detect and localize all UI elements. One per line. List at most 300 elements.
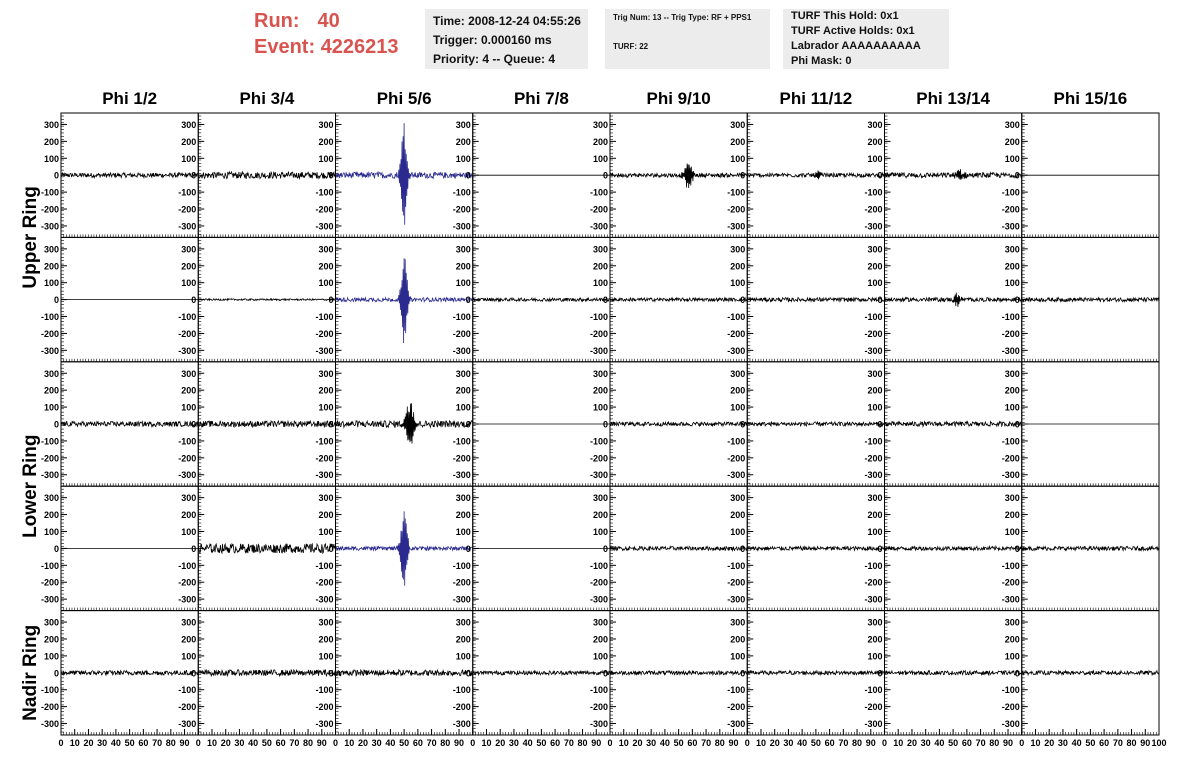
x-tick-label: 80 (852, 738, 863, 748)
y-tick-label: -300 (315, 594, 334, 605)
x-tick-label: 10 (618, 738, 629, 748)
y-tick-label: 100 (1004, 153, 1020, 164)
y-tick-label: -300 (40, 221, 59, 232)
x-tick-label: 30 (371, 738, 382, 748)
waveform-trace (473, 671, 610, 675)
x-tick-label: 10 (755, 738, 766, 748)
y-tick-label: 0 (53, 419, 59, 430)
y-tick-label: 200 (455, 136, 471, 147)
y-tick-label: 200 (455, 510, 471, 521)
x-tick-label: 60 (275, 738, 286, 748)
x-tick-label: 70 (1112, 738, 1123, 748)
y-tick-label: -200 (452, 577, 471, 588)
waveform-trace (610, 298, 747, 301)
y-tick-label: -200 (40, 328, 59, 339)
y-tick-label: -300 (178, 594, 197, 605)
y-tick-label: 300 (318, 119, 334, 130)
x-tick-label: 0 (195, 738, 201, 748)
y-tick-label: 300 (867, 119, 883, 130)
x-tick-label: 60 (550, 738, 561, 748)
y-tick-label: -100 (178, 685, 197, 696)
x-tick-label: 70 (563, 738, 574, 748)
y-tick-label: 300 (318, 617, 334, 628)
waveform-trace (198, 668, 335, 679)
column-header: Phi 15/16 (1053, 89, 1128, 108)
x-tick-label: 90 (728, 738, 739, 748)
y-tick-label: 0 (740, 170, 746, 181)
y-tick-label: 0 (740, 419, 746, 430)
y-tick-label: -100 (315, 187, 334, 198)
y-tick-label: -200 (315, 702, 334, 713)
y-tick-label: 300 (592, 617, 608, 628)
y-tick-label: 0 (877, 543, 883, 554)
waveform-trace (61, 173, 198, 178)
y-tick-label: -300 (864, 719, 883, 730)
y-tick-label: 100 (318, 153, 334, 164)
y-tick-label: -300 (40, 594, 59, 605)
column-header: Phi 9/10 (646, 89, 711, 108)
y-tick-label: -100 (864, 685, 883, 696)
y-tick-label: 200 (730, 510, 746, 521)
y-tick-label: 200 (181, 510, 197, 521)
x-tick-label: 60 (138, 738, 149, 748)
y-tick-label: -300 (727, 221, 746, 232)
y-tick-label: -300 (452, 470, 471, 481)
y-tick-label: 200 (867, 634, 883, 645)
y-tick-label: -100 (178, 312, 197, 323)
y-tick-label: -200 (315, 577, 334, 588)
y-tick-label: -300 (40, 719, 59, 730)
x-tick-label: 20 (769, 738, 780, 748)
y-tick-label: 0 (53, 668, 59, 679)
x-tick-label: 50 (399, 738, 410, 748)
y-tick-label: 100 (43, 278, 59, 289)
x-tick-label: 60 (687, 738, 698, 748)
y-tick-label: 200 (1004, 510, 1020, 521)
y-tick-label: -200 (40, 204, 59, 215)
y-tick-label: -200 (864, 204, 883, 215)
x-tick-label: 40 (248, 738, 259, 748)
y-tick-label: 300 (318, 493, 334, 504)
y-tick-label: -100 (452, 187, 471, 198)
y-tick-label: -100 (315, 685, 334, 696)
y-tick-label: 100 (730, 402, 746, 413)
y-tick-label: -300 (589, 719, 608, 730)
x-tick-label: 50 (948, 738, 959, 748)
y-tick-label: -200 (864, 702, 883, 713)
y-tick-label: 200 (43, 261, 59, 272)
y-tick-label: -100 (178, 560, 197, 571)
y-tick-label: 100 (43, 153, 59, 164)
y-tick-label: 300 (730, 617, 746, 628)
y-tick-label: -200 (864, 328, 883, 339)
y-tick-label: -300 (40, 470, 59, 481)
y-tick-label: -200 (452, 328, 471, 339)
y-tick-label: -100 (589, 187, 608, 198)
y-tick-label: -300 (589, 470, 608, 481)
waveform-trace (885, 546, 1022, 550)
y-tick-label: -300 (864, 345, 883, 356)
y-tick-label: -200 (1001, 577, 1020, 588)
waveform-trace (885, 169, 1022, 179)
y-tick-label: 0 (53, 295, 59, 306)
y-tick-label: -300 (1001, 594, 1020, 605)
x-tick-label: 50 (261, 738, 272, 748)
event-value: 4226213 (320, 36, 399, 58)
y-tick-label: 200 (181, 634, 197, 645)
y-tick-label: -300 (178, 221, 197, 232)
y-tick-label: 300 (181, 244, 197, 255)
ring-label: Nadir Ring (20, 624, 41, 721)
y-tick-label: 200 (181, 385, 197, 396)
y-tick-label: 0 (191, 668, 197, 679)
x-tick-label: 40 (1071, 738, 1082, 748)
y-tick-label: 200 (43, 634, 59, 645)
y-tick-label: -200 (589, 577, 608, 588)
y-tick-label: 100 (43, 526, 59, 537)
x-tick-label: 70 (426, 738, 437, 748)
x-tick-label: 20 (1044, 738, 1055, 748)
x-tick-label: 70 (975, 738, 986, 748)
y-tick-label: -200 (315, 328, 334, 339)
y-tick-label: 100 (730, 651, 746, 662)
waveform-trace (336, 668, 473, 679)
y-tick-label: 100 (455, 526, 471, 537)
y-tick-label: 300 (43, 368, 59, 379)
y-tick-label: -100 (178, 187, 197, 198)
y-tick-label: -100 (589, 560, 608, 571)
x-tick-label: 10 (344, 738, 355, 748)
waveform-trace (885, 293, 1022, 307)
y-tick-label: 300 (181, 368, 197, 379)
y-tick-label: -100 (40, 436, 59, 447)
y-tick-label: 100 (455, 278, 471, 289)
y-tick-label: 300 (455, 368, 471, 379)
y-tick-label: 200 (867, 385, 883, 396)
x-tick-label: 0 (744, 738, 750, 748)
trigger-text: Trigger: 0.000160 ms (433, 33, 552, 47)
x-tick-label: 10 (206, 738, 217, 748)
y-tick-label: -200 (178, 204, 197, 215)
x-tick-label: 60 (412, 738, 423, 748)
y-tick-label: 100 (455, 651, 471, 662)
y-tick-label: 300 (592, 493, 608, 504)
y-tick-label: -300 (864, 470, 883, 481)
y-tick-label: 0 (602, 668, 608, 679)
x-tick-label: 60 (961, 738, 972, 748)
waveform-trace (1022, 546, 1159, 550)
y-tick-label: 100 (867, 526, 883, 537)
x-tick-label: 30 (646, 738, 657, 748)
y-tick-label: -100 (40, 187, 59, 198)
y-tick-label: 0 (740, 543, 746, 554)
y-tick-label: 200 (1004, 385, 1020, 396)
y-tick-label: 0 (1014, 419, 1020, 430)
y-tick-label: 100 (592, 153, 608, 164)
y-tick-label: -100 (1001, 436, 1020, 447)
y-tick-label: 200 (43, 136, 59, 147)
y-tick-label: 0 (602, 295, 608, 306)
y-tick-label: 200 (592, 385, 608, 396)
y-tick-label: 200 (867, 261, 883, 272)
y-tick-label: 200 (318, 385, 334, 396)
y-tick-label: 200 (181, 261, 197, 272)
y-tick-label: -200 (452, 204, 471, 215)
labrador-text: Labrador AAAAAAAAAA (791, 40, 921, 52)
y-tick-label: -300 (864, 221, 883, 232)
x-tick-label: 40 (522, 738, 533, 748)
y-tick-label: -200 (315, 204, 334, 215)
y-tick-label: -300 (315, 719, 334, 730)
y-tick-label: 0 (465, 170, 471, 181)
y-tick-label: 300 (318, 244, 334, 255)
waveform-trace (885, 422, 1022, 427)
y-tick-label: 0 (877, 170, 883, 181)
y-tick-label: -200 (727, 577, 746, 588)
event-label: Event: (254, 36, 316, 58)
y-tick-label: 300 (1004, 493, 1020, 504)
y-tick-label: -100 (452, 436, 471, 447)
x-tick-label: 20 (220, 738, 231, 748)
y-tick-label: -300 (40, 345, 59, 356)
column-header: Phi 7/8 (513, 89, 569, 108)
y-tick-label: -300 (727, 345, 746, 356)
x-tick-label: 80 (1126, 738, 1137, 748)
y-tick-label: 300 (43, 119, 59, 130)
y-tick-label: -200 (727, 453, 746, 464)
y-tick-label: -300 (1001, 345, 1020, 356)
turf-text: TURF: 22 (613, 42, 649, 51)
y-tick-label: 300 (181, 617, 197, 628)
y-tick-label: -100 (315, 312, 334, 323)
y-tick-label: 0 (191, 295, 197, 306)
y-tick-label: -300 (452, 345, 471, 356)
y-tick-label: -200 (589, 328, 608, 339)
y-tick-label: -200 (727, 204, 746, 215)
y-tick-label: 100 (730, 526, 746, 537)
y-tick-label: 300 (1004, 244, 1020, 255)
waveform-trace (610, 164, 747, 189)
y-tick-label: 100 (455, 402, 471, 413)
y-tick-label: 100 (318, 526, 334, 537)
x-tick-label: 100 (1151, 738, 1167, 748)
y-tick-label: 0 (1014, 668, 1020, 679)
y-tick-label: 200 (592, 136, 608, 147)
y-tick-label: -200 (315, 453, 334, 464)
y-tick-label: 200 (455, 634, 471, 645)
y-tick-label: 0 (465, 543, 471, 554)
y-tick-label: -200 (1001, 328, 1020, 339)
x-tick-label: 0 (470, 738, 476, 748)
x-tick-label: 50 (124, 738, 135, 748)
y-tick-label: 100 (1004, 651, 1020, 662)
y-tick-label: -300 (178, 470, 197, 481)
run-value: 40 (317, 10, 340, 32)
x-tick-label: 80 (303, 738, 314, 748)
x-tick-label: 0 (1019, 738, 1025, 748)
y-tick-label: 200 (730, 136, 746, 147)
y-tick-label: 100 (181, 651, 197, 662)
x-tick-label: 10 (481, 738, 492, 748)
x-tick-label: 50 (1085, 738, 1096, 748)
y-tick-label: 200 (867, 510, 883, 521)
y-tick-label: 200 (1004, 634, 1020, 645)
waveform-trace (198, 421, 335, 427)
y-tick-label: -100 (1001, 187, 1020, 198)
y-tick-label: -200 (178, 328, 197, 339)
y-tick-label: 300 (43, 617, 59, 628)
y-tick-label: -200 (727, 328, 746, 339)
x-tick-label: 70 (152, 738, 163, 748)
x-tick-label: 0 (332, 738, 339, 748)
y-tick-label: -200 (40, 453, 59, 464)
y-tick-label: 0 (465, 419, 471, 430)
y-tick-label: -200 (589, 702, 608, 713)
y-tick-label: 200 (592, 634, 608, 645)
y-tick-label: 0 (465, 668, 471, 679)
y-tick-label: 100 (592, 278, 608, 289)
y-tick-label: 300 (455, 119, 471, 130)
column-header: Phi 5/6 (376, 89, 432, 108)
y-tick-label: -300 (1001, 719, 1020, 730)
y-tick-label: 300 (181, 119, 197, 130)
y-tick-label: 200 (318, 510, 334, 521)
y-tick-label: 200 (592, 510, 608, 521)
x-tick-label: 10 (69, 738, 80, 748)
waveform-trace (473, 298, 610, 301)
y-tick-label: 100 (43, 651, 59, 662)
waveform-trace (610, 546, 747, 550)
y-tick-label: -200 (1001, 453, 1020, 464)
y-tick-label: 300 (867, 368, 883, 379)
y-tick-label: -200 (452, 453, 471, 464)
y-tick-label: -300 (727, 719, 746, 730)
y-tick-label: -300 (864, 594, 883, 605)
y-tick-label: 200 (318, 634, 334, 645)
y-tick-label: 300 (592, 368, 608, 379)
x-tick-label: 90 (591, 738, 602, 748)
x-tick-label: 80 (440, 738, 451, 748)
y-tick-label: 0 (328, 668, 334, 679)
x-tick-label: 70 (289, 738, 300, 748)
x-tick-label: 30 (783, 738, 794, 748)
y-tick-label: 0 (328, 295, 334, 306)
x-tick-label: 0 (58, 738, 64, 748)
y-tick-label: -100 (589, 685, 608, 696)
x-tick-label: 80 (989, 738, 1000, 748)
waveform-trace (336, 511, 473, 586)
y-tick-label: 300 (867, 493, 883, 504)
y-tick-label: 100 (43, 402, 59, 413)
y-tick-label: 200 (867, 136, 883, 147)
y-tick-label: -300 (452, 719, 471, 730)
x-tick-label: 70 (838, 738, 849, 748)
waveform-trace (61, 422, 198, 427)
ring-label: Upper Ring (20, 186, 41, 289)
x-tick-label: 30 (97, 738, 108, 748)
y-tick-label: 200 (1004, 261, 1020, 272)
y-tick-label: 0 (328, 543, 334, 554)
y-tick-label: -200 (452, 702, 471, 713)
y-tick-label: 200 (1004, 136, 1020, 147)
y-tick-label: 200 (730, 385, 746, 396)
y-tick-label: -300 (589, 345, 608, 356)
y-tick-label: -200 (864, 577, 883, 588)
y-tick-label: -100 (1001, 312, 1020, 323)
x-tick-label: 80 (165, 738, 176, 748)
y-tick-label: -100 (727, 560, 746, 571)
y-tick-label: 300 (455, 244, 471, 255)
turf-active-holds-text: TURF Active Holds: 0x1 (791, 25, 915, 37)
x-tick-label: 40 (797, 738, 808, 748)
x-tick-label: 90 (316, 738, 327, 748)
x-tick-label: 40 (385, 738, 396, 748)
y-tick-label: -100 (864, 436, 883, 447)
y-tick-label: -300 (1001, 221, 1020, 232)
y-tick-label: 100 (867, 278, 883, 289)
waveform-trace (747, 671, 884, 675)
y-tick-label: -100 (864, 187, 883, 198)
y-tick-label: 200 (455, 385, 471, 396)
priority-text: Priority: 4 -- Queue: 4 (433, 52, 556, 66)
y-tick-label: -200 (589, 204, 608, 215)
x-tick-label: 50 (810, 738, 821, 748)
x-tick-label: 40 (659, 738, 670, 748)
y-tick-label: 0 (53, 170, 59, 181)
column-header: Phi 3/4 (239, 89, 295, 108)
y-tick-label: -300 (178, 719, 197, 730)
y-tick-label: -100 (40, 560, 59, 571)
y-tick-label: 300 (592, 244, 608, 255)
y-tick-label: 100 (730, 278, 746, 289)
y-tick-label: -100 (178, 436, 197, 447)
time-text: Time: 2008-12-24 04:55:26 (433, 14, 581, 28)
y-tick-label: 0 (191, 543, 197, 554)
y-tick-label: 200 (730, 261, 746, 272)
y-tick-label: 100 (181, 278, 197, 289)
y-tick-label: -300 (315, 345, 334, 356)
x-tick-label: 20 (495, 738, 506, 748)
y-tick-label: 100 (318, 278, 334, 289)
y-tick-label: 300 (181, 493, 197, 504)
y-tick-label: -200 (40, 702, 59, 713)
y-tick-label: -100 (1001, 560, 1020, 571)
x-tick-label: 90 (865, 738, 876, 748)
y-tick-label: 100 (730, 153, 746, 164)
y-tick-label: 0 (1014, 170, 1020, 181)
run-label: Run: (254, 10, 300, 32)
x-tick-label: 30 (234, 738, 245, 748)
x-tick-label: 80 (714, 738, 725, 748)
y-tick-label: 200 (592, 261, 608, 272)
x-tick-label: 40 (110, 738, 121, 748)
x-tick-label: 0 (607, 738, 613, 748)
y-tick-label: -200 (864, 453, 883, 464)
y-tick-label: 200 (730, 634, 746, 645)
y-tick-label: -100 (315, 560, 334, 571)
waveform-trace (1022, 298, 1159, 302)
x-tick-label: 40 (934, 738, 945, 748)
x-tick-label: 20 (83, 738, 94, 748)
x-tick-label: 60 (824, 738, 835, 748)
y-tick-label: 0 (1014, 295, 1020, 306)
y-tick-label: 300 (318, 368, 334, 379)
x-tick-label: 50 (673, 738, 684, 748)
y-tick-label: -100 (727, 312, 746, 323)
waveform-trace (610, 422, 747, 426)
y-tick-label: 300 (730, 493, 746, 504)
x-tick-label: 20 (632, 738, 643, 748)
